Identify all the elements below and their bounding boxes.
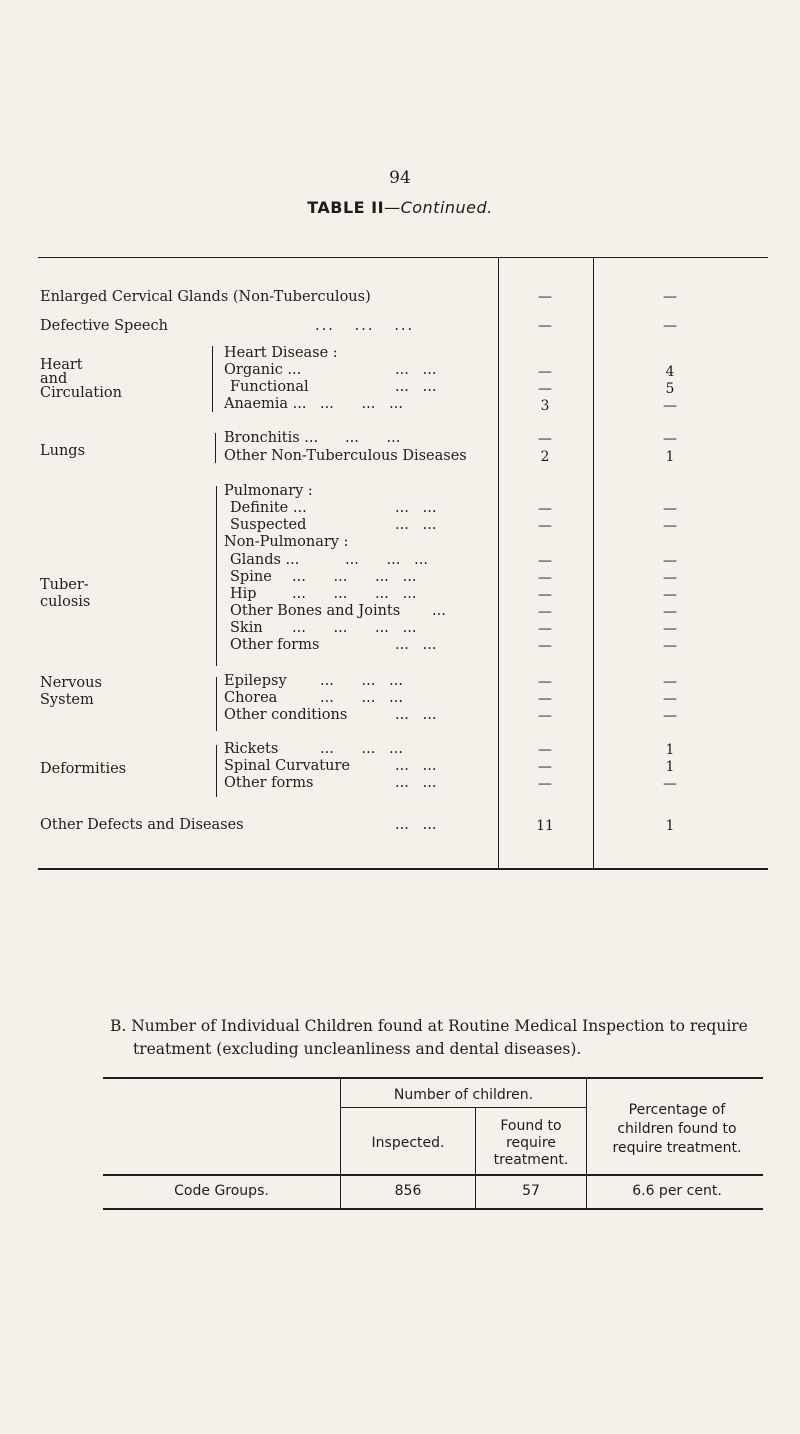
chorea-c1: — (538, 691, 552, 707)
spinal-c1: — (538, 759, 552, 775)
row-skin: Skin (230, 620, 263, 636)
row-spine-dots: ... ... ... ... (292, 569, 417, 585)
anaemia-c2: — (663, 398, 677, 414)
row-defective-speech: Defective Speech (40, 318, 168, 334)
other-defects-c1: 11 (536, 818, 554, 834)
header-percentage: Percentage of children found to require treatment. (612, 1102, 742, 1156)
def-other-c2: — (663, 776, 677, 792)
spine-c1: — (538, 570, 552, 586)
hip-c1: — (538, 587, 552, 603)
row-anaemia: Anaemia ... (224, 396, 307, 412)
row-def-other-dots: ... ... (395, 775, 437, 791)
group-heart: Heart and Circulation (40, 357, 122, 401)
glands-c2: — (663, 553, 677, 569)
row-spine: Spine (230, 569, 272, 585)
row-other-nontb: Other Non-Tuberculous Diseases (224, 448, 467, 464)
spinal-c2: 1 (665, 759, 675, 775)
table2-subhead-rule (341, 1107, 586, 1108)
title-continued: Continued. (400, 198, 493, 217)
row-definite: Definite ... (230, 500, 307, 516)
row-skin-dots: ... ... ... ... (292, 620, 417, 636)
row-hip: Hip (230, 586, 257, 602)
row-other-defects-dots: ... ... (395, 817, 437, 833)
section-b-heading-line1: B. Number of Individual Children found at Routine Medical Inspection to require (110, 1017, 748, 1035)
row-chorea-dots: ... ... ... (320, 690, 403, 706)
row-tb-other-forms: Other forms (230, 637, 320, 653)
organic-c2: 4 (665, 364, 675, 380)
nervous-brace (216, 677, 222, 731)
row-anaemia-dots: ... ... ... (320, 396, 403, 412)
row-glands: Glands ... (230, 552, 300, 568)
group-nervous: Nervous System (40, 675, 102, 708)
hip-c2: — (663, 587, 677, 603)
def-other-c1: — (538, 776, 552, 792)
row-other-conditions-dots: ... ... (395, 707, 437, 723)
page-number: 94 (389, 168, 411, 188)
epilepsy-c1: — (538, 674, 552, 690)
row-functional-dots: ... ... (395, 379, 437, 395)
heart-brace (212, 346, 219, 412)
table1-bottom-rule (38, 868, 768, 870)
chorea-c2: — (663, 691, 677, 707)
other-nontb-c1: 2 (540, 449, 550, 465)
skin-c1: — (538, 621, 552, 637)
header-number-of-children: Number of children. (393, 1087, 534, 1103)
row-suspected: Suspected (230, 517, 307, 533)
table1-col1-divider (498, 258, 499, 870)
row-organic: Organic ... (224, 362, 302, 378)
row-spinal-curvature: Spinal Curvature (224, 758, 350, 774)
row-bones-joints: Other Bones and Joints (230, 603, 401, 619)
tb-nonpulmonary: Non-Pulmonary : (224, 534, 349, 550)
title-main: TABLE II (307, 198, 385, 217)
bones-c2: — (663, 604, 677, 620)
group-deformities: Deformities (40, 761, 127, 777)
row-rickets: Rickets (224, 741, 279, 757)
row-hip-dots: ... ... ... ... (292, 586, 417, 602)
other-conditions-c1: — (538, 708, 552, 724)
row-other-defects: Other Defects and Diseases (40, 817, 244, 833)
row-organic-dots: ... ... (395, 362, 437, 378)
header-inspected: Inspected. (371, 1135, 445, 1151)
row-chorea: Chorea (224, 690, 278, 706)
table1-top-rule (38, 257, 768, 258)
enlarged-c1: — (538, 289, 552, 305)
row-rickets-dots: ... ... ... (320, 741, 403, 757)
row-def-other-forms: Other forms (224, 775, 314, 791)
title-sep: — (384, 198, 401, 217)
enlarged-c2: — (663, 289, 677, 305)
table2-bottom-rule (103, 1208, 763, 1210)
suspected-c2: — (663, 518, 677, 534)
row-enlarged-glands: Enlarged Cervical Glands (Non-Tuberculous) (40, 289, 371, 305)
row-bronchitis-dots: ... ... (345, 430, 401, 446)
row-bronchitis: Bronchitis ... (224, 430, 319, 446)
row-bones-dots: ... (432, 603, 446, 619)
row-tb-other-dots: ... ... (395, 637, 437, 653)
other-nontb-c2: 1 (665, 449, 675, 465)
row-glands-dots: ... ... ... (345, 552, 428, 568)
table-title (0, 198, 800, 217)
inspected-value: 856 (394, 1183, 422, 1199)
group-tuberculosis: Tuber- culosis (40, 577, 91, 610)
rickets-c1: — (538, 742, 552, 758)
tb-pulmonary: Pulmonary : (224, 483, 313, 499)
table1-col2-divider (593, 258, 594, 870)
row-code-groups-label: Code Groups. (174, 1183, 269, 1199)
anaemia-c1: 3 (540, 398, 550, 414)
glands-c1: — (538, 553, 552, 569)
heart-disease-label: Heart Disease : (224, 345, 338, 361)
row-spinal-dots: ... ... (395, 758, 437, 774)
functional-c1: — (538, 381, 552, 397)
percentage-value: 6.6 per cent. (632, 1183, 722, 1199)
definite-c1: — (538, 501, 552, 517)
row-functional: Functional (230, 379, 309, 395)
epilepsy-c2: — (663, 674, 677, 690)
tb-brace (216, 486, 222, 666)
defective-c1: — (538, 318, 552, 334)
rickets-c2: 1 (665, 742, 675, 758)
defective-dots: ... ... ... (315, 318, 415, 334)
bones-c1: — (538, 604, 552, 620)
group-lungs: Lungs (40, 443, 86, 459)
other-conditions-c2: — (663, 708, 677, 724)
deformities-brace (216, 745, 222, 797)
skin-c2: — (663, 621, 677, 637)
tb-other-c1: — (538, 638, 552, 654)
defective-c2: — (663, 318, 677, 334)
row-suspected-dots: ... ... (395, 517, 437, 533)
spine-c2: — (663, 570, 677, 586)
functional-c2: 5 (665, 381, 675, 397)
other-defects-c2: 1 (665, 818, 675, 834)
lungs-brace (215, 433, 221, 463)
bronchitis-c1: — (538, 431, 552, 447)
row-epilepsy-dots: ... ... ... (320, 673, 403, 689)
definite-c2: — (663, 501, 677, 517)
tb-other-c2: — (663, 638, 677, 654)
row-epilepsy: Epilepsy (224, 673, 287, 689)
row-definite-dots: ... ... (395, 500, 437, 516)
header-found-to-require: Found to require treatment. (493, 1118, 569, 1168)
bronchitis-c2: — (663, 431, 677, 447)
suspected-c1: — (538, 518, 552, 534)
table2-header-bottom-rule (103, 1174, 763, 1176)
table2-top-rule (103, 1077, 763, 1079)
row-other-conditions: Other conditions (224, 707, 348, 723)
found-value: 57 (522, 1183, 540, 1199)
section-b-heading-line2: treatment (excluding uncleanliness and dental diseases). (133, 1040, 582, 1058)
organic-c1: — (538, 364, 552, 380)
